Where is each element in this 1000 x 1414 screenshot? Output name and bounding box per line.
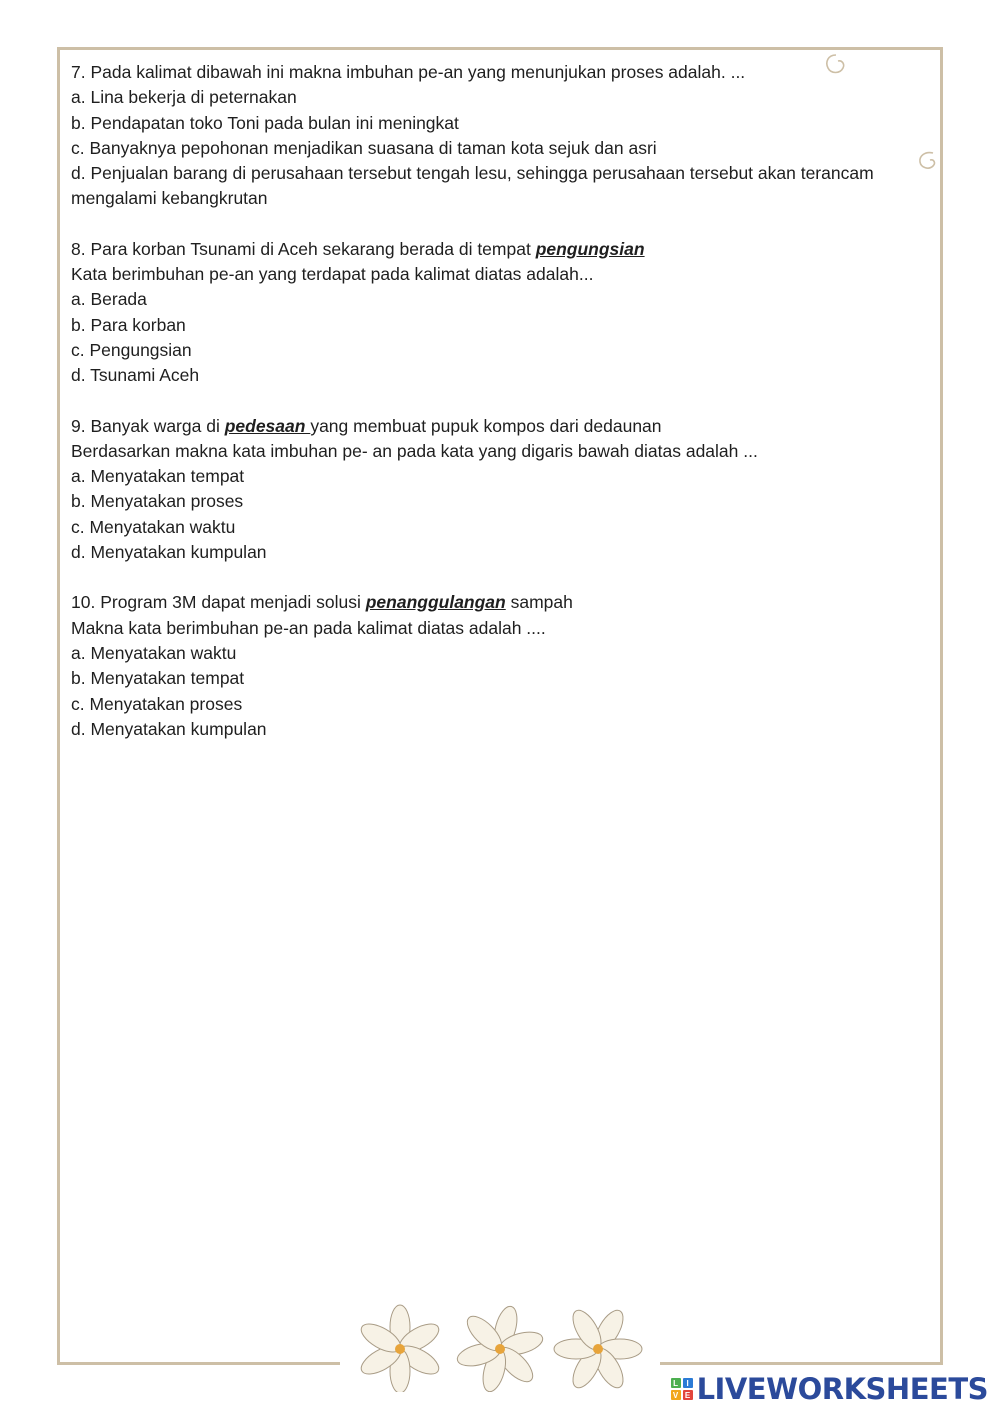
frame-right [940,47,943,1365]
answer-option: a. Menyatakan waktu [71,642,237,663]
question-4 [71,590,911,742]
answer-option: c. Banyaknya pepohonan menjadikan suasana di taman kota sejuk dan asri [71,137,657,158]
question-1 [71,60,911,212]
text-segment: 9. Banyak warga di [71,415,225,436]
frame-left [57,47,60,1365]
text-segment: 8. Para korban Tsunami di Aceh sekarang berada di tempat [71,238,536,259]
question-text [71,590,911,615]
highlighted-word: pengungsian [535,238,645,259]
answer-option: b. Menyatakan tempat [71,668,245,689]
answer-option: c. Menyatakan proses [71,693,243,714]
question-instruction [71,616,911,641]
answer-option: a. Berada [71,289,147,310]
question-text [71,237,911,262]
flower-icon [554,1306,642,1392]
answer-option: a. Lina bekerja di peternakan [71,87,297,108]
question-text [71,60,911,85]
question-2 [71,237,911,389]
flower-icon [455,1304,545,1392]
text-segment: 7. Pada kalimat dibawah ini makna imbuhan pe-an yang menunjukan proses adalah. ... [71,62,746,82]
answer-option: b. Menyatakan proses [71,491,244,512]
answer-option: a. Menyatakan tempat [71,466,245,487]
answer-option: c. Menyatakan waktu [71,516,236,537]
logo-text: LIVEWORKSHEETS [696,1372,988,1406]
question-instruction [71,439,911,464]
logo-mark-tile: I [683,1378,693,1388]
text-segment: Kata berimbuhan pe-an yang terdapat pada kalimat diatas adalah... [71,264,594,285]
liveworksheets-mark-icon [671,1378,693,1400]
text-segment: sampah [505,592,573,613]
answer-option: d. Menyatakan kumpulan [71,542,267,563]
answer-option: d. Penjualan barang di perusahaan tersebut tengah lesu, sehingga perusahaan tersebut akan terancam mengalami kebangkrutan [71,163,874,209]
logo-mark-tile: V [671,1390,681,1400]
liveworksheets-logo [671,1372,988,1406]
frame-bottom-right [660,1362,943,1365]
text-segment: Makna kata berimbuhan pe-an pada kalimat diatas adalah .... [71,617,546,638]
frame-top [57,47,943,50]
answer-option: b. Para korban [71,314,186,335]
text-segment: Berdasarkan makna kata imbuhan pe- an pada kata yang digaris bawah diatas adalah ... [71,440,758,461]
highlighted-word: pedesaan [224,415,311,436]
question-3 [71,414,911,566]
logo-mark-tile: E [683,1390,693,1400]
answer-option: b. Pendapatan toko Toni pada bulan ini meningkat [71,112,459,133]
highlighted-word: penanggulangan [365,592,506,613]
text-segment: 10. Program 3M dapat menjadi solusi [71,592,366,613]
text-segment: yang membuat pupuk kompos dari dedaunan [310,415,662,436]
question-list [71,60,911,767]
question-text [71,414,911,439]
answer-option: d. Tsunami Aceh [71,365,200,386]
logo-mark-tile: L [671,1378,681,1388]
question-instruction [71,262,911,287]
flower-icon [357,1305,443,1392]
flower-ornaments [355,1302,645,1392]
swirl-ornament-right [915,148,941,174]
answer-option: d. Menyatakan kumpulan [71,718,267,739]
frame-bottom-left [57,1362,340,1365]
answer-option: c. Pengungsian [71,339,192,360]
